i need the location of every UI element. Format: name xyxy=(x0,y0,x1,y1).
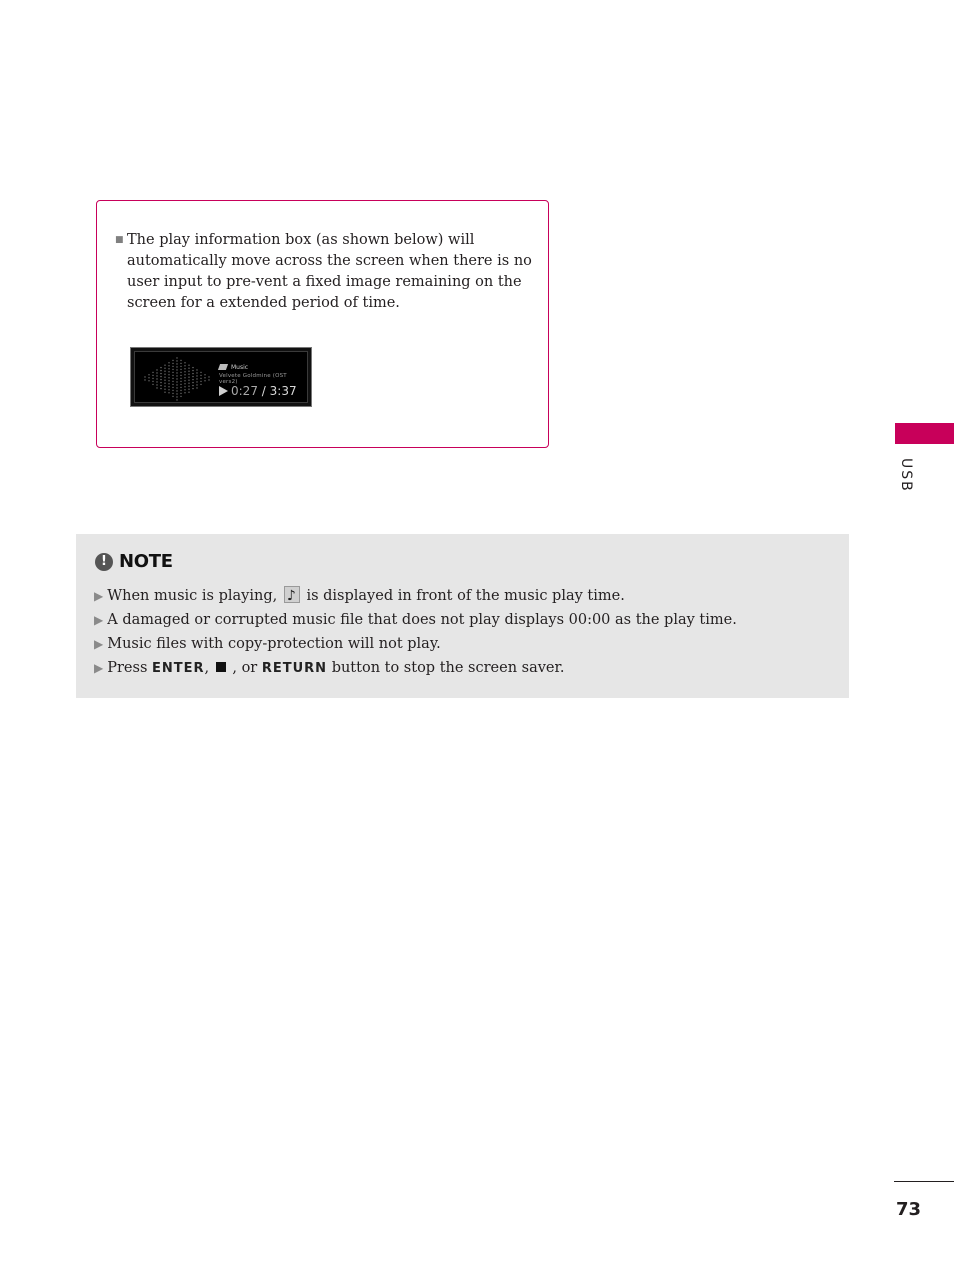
square-bullet-icon: ■ xyxy=(115,235,124,245)
player-elapsed: 0:27 xyxy=(231,384,258,398)
note-item xyxy=(94,584,737,608)
note-item-text: , or xyxy=(232,660,258,676)
note-item-text: Press xyxy=(107,660,148,676)
section-label: USB xyxy=(898,458,914,493)
arrow-bullet-icon: ▶ xyxy=(94,661,104,675)
stop-icon xyxy=(216,662,226,672)
play-info-box-frame xyxy=(134,351,308,403)
note-list xyxy=(94,584,737,681)
play-info-box-image xyxy=(130,347,312,407)
note-item-text: is displayed in front of the music play time. xyxy=(306,588,625,604)
info-box xyxy=(96,200,549,448)
player-track-title: Velvete Goldmine (OST vers2) xyxy=(219,373,287,385)
player-category: Music xyxy=(231,364,249,371)
music-note-icon: ♪ xyxy=(284,586,300,603)
note-panel xyxy=(76,534,849,698)
enter-key-label: ENTER xyxy=(152,661,205,676)
note-item-text: A damaged or corrupted music file that does not play displays 00:00 as the play time. xyxy=(107,612,737,628)
play-icon xyxy=(219,386,228,396)
player-total: 3:37 xyxy=(269,384,297,398)
note-item xyxy=(94,632,737,656)
note-item-text: , xyxy=(204,660,210,676)
note-item-text: Music files with copy-protection will not play. xyxy=(107,636,441,652)
note-item-text: When music is playing, xyxy=(107,588,278,604)
music-folder-icon xyxy=(218,364,228,370)
note-item xyxy=(94,608,737,632)
note-heading xyxy=(95,551,173,572)
visualizer-graphic xyxy=(141,355,213,403)
note-title: NOTE xyxy=(119,551,173,572)
return-key-label: RETURN xyxy=(261,661,328,676)
arrow-bullet-icon: ▶ xyxy=(94,613,104,627)
page-number: 73 xyxy=(896,1199,922,1220)
exclamation-icon: ! xyxy=(95,553,113,571)
info-text: The play information box (as shown below) will automatically move across the screen when there is no user input to pre-vent a fixed image remaining on the screen for a extended period of time. xyxy=(127,232,532,311)
note-item-text: button to stop the screen saver. xyxy=(331,660,565,676)
player-time-separator: / xyxy=(261,384,266,398)
page-number-rule xyxy=(894,1181,954,1182)
note-item xyxy=(94,656,737,681)
player-time xyxy=(219,384,297,398)
section-tab xyxy=(895,423,954,444)
info-paragraph xyxy=(115,230,539,314)
arrow-bullet-icon: ▶ xyxy=(94,589,104,603)
arrow-bullet-icon: ▶ xyxy=(94,637,104,651)
